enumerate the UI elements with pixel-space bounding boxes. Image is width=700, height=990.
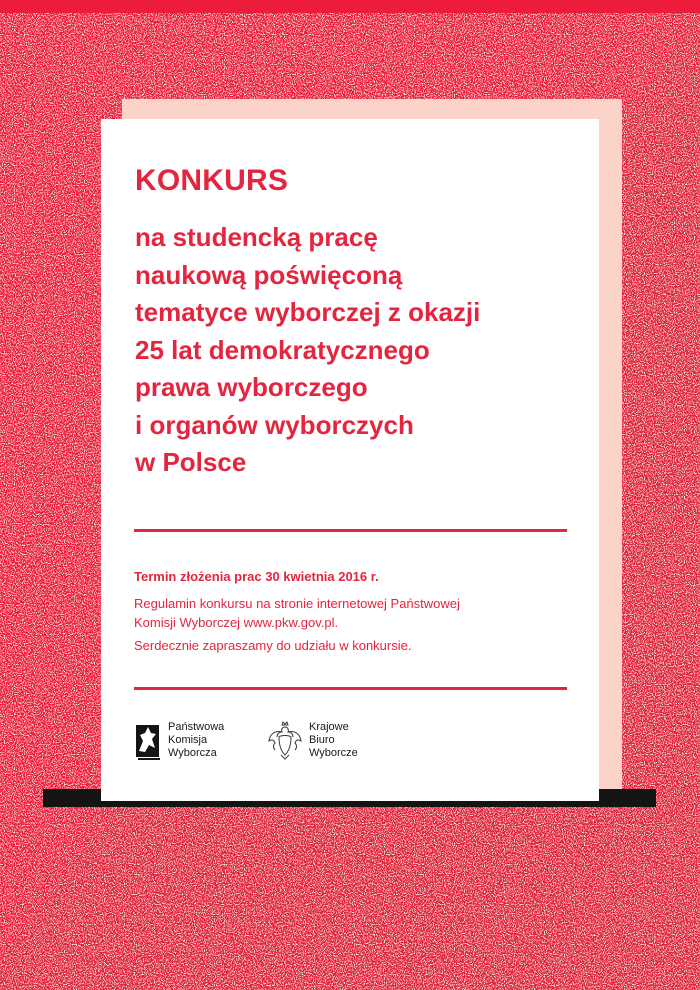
deadline-text: Termin złożenia prac 30 kwietnia 2016 r. — [134, 569, 379, 584]
poster-subtitle — [135, 219, 585, 482]
rules-line: Regulamin konkursu na stronie internetowej Państwowej — [134, 596, 460, 611]
eagle-emblem-icon — [267, 721, 303, 761]
kbw-line: Biuro — [309, 734, 335, 746]
invitation-text: Serdecznie zapraszamy do udziału w konkursie. — [134, 638, 412, 653]
rules-line: Komisji Wyborczej www.pkw.gov.pl. — [134, 615, 339, 630]
kbw-line: Krajowe — [309, 721, 349, 733]
subtitle-line: 25 lat demokratycznego — [135, 334, 430, 365]
pkw-logo-text — [168, 721, 224, 760]
kbw-logo-text — [309, 721, 358, 760]
poster-card — [101, 119, 599, 801]
pkw-line: Państwowa — [168, 721, 225, 733]
subtitle-line: naukową poświęconą — [135, 259, 403, 290]
subtitle-line: w Polsce — [135, 447, 247, 477]
kbw-logo — [267, 721, 358, 761]
poster-title: KONKURS — [135, 164, 289, 197]
subtitle-line: tematyce wyborczej z okazji — [135, 297, 481, 327]
divider-top — [134, 529, 567, 532]
pkw-logo-icon — [136, 721, 162, 761]
pkw-line: Wyborcza — [168, 747, 217, 759]
pkw-logo — [136, 721, 224, 761]
divider-bottom — [134, 687, 567, 690]
pkw-line: Komisja — [168, 734, 208, 746]
rules-info — [134, 594, 574, 632]
subtitle-line: prawa wyborczego — [135, 372, 368, 402]
kbw-line: Wyborcze — [309, 747, 358, 759]
subtitle-line: i organów wyborczych — [135, 409, 414, 440]
subtitle-line: na studencką pracę — [135, 222, 378, 252]
